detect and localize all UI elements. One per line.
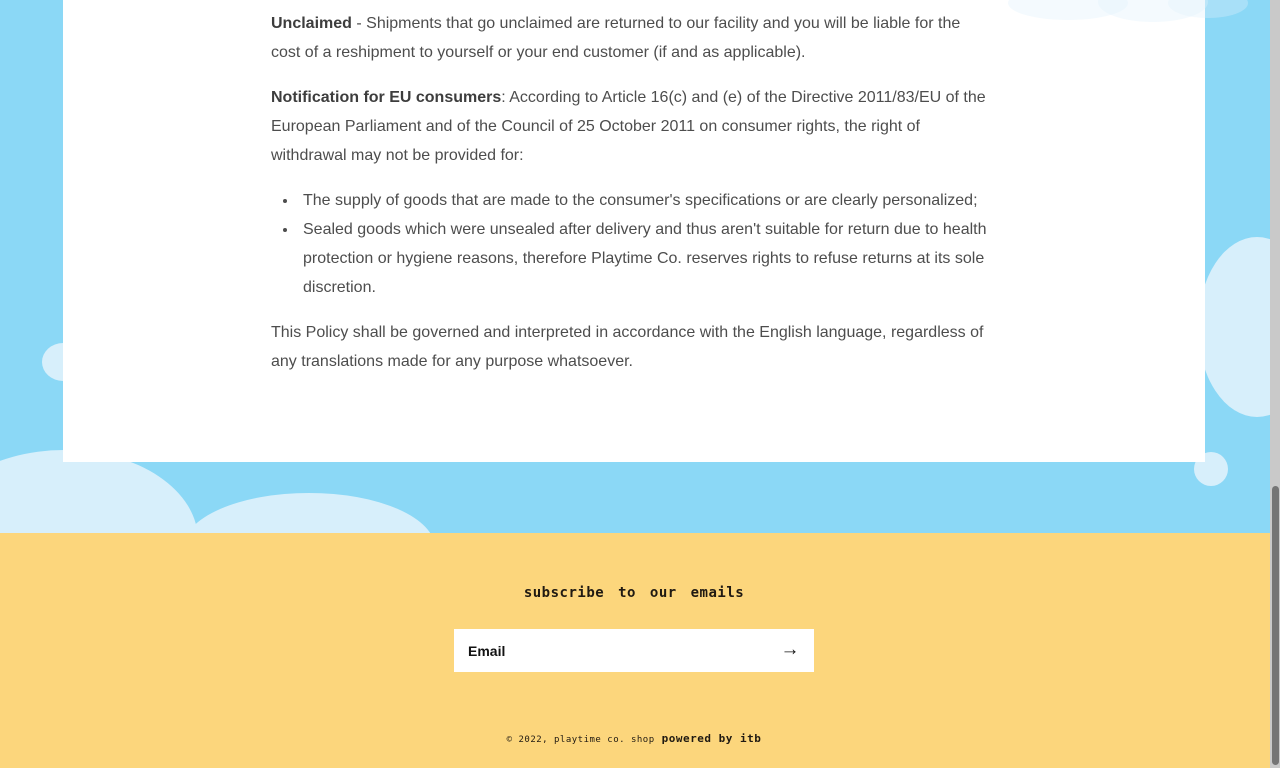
policy-closing-paragraph: This Policy shall be governed and interpreted in accordance with the English language, regardless of any translations made for any purpose whatsoever. <box>271 324 984 370</box>
policy-paragraph-body: : According to Article 16(c) and (e) of the Directive 2011/83/EU of the European Parliament and of the Council of 25 October 2011 on consumer rights, the right of withdrawal may not be provided for: <box>271 89 986 164</box>
newsletter-heading: subscribe to our emails <box>523 585 745 601</box>
vertical-scrollbar-thumb[interactable] <box>1272 486 1279 765</box>
email-input[interactable] <box>454 629 766 672</box>
policy-paragraph-unclaimed <box>271 9 989 67</box>
copyright-store-link[interactable]: © 2022, playtime co. shop <box>506 735 655 745</box>
newsletter-form <box>454 629 814 672</box>
content-panel <box>63 0 1205 462</box>
list-item: • The supply of goods that are made to the consumer's specifications or are clearly personalized; <box>298 186 989 215</box>
policy-text-block <box>271 0 989 376</box>
vertical-scrollbar[interactable] <box>1270 0 1280 768</box>
list-item: • Sealed goods which were unsealed after delivery and thus aren't suitable for return due to health protection or hygiene reasons, therefore Playtime Co. reserves rights to refuse returns at its sole discretion. <box>298 215 989 302</box>
policy-paragraph-lead: Unclaimed <box>271 15 352 32</box>
powered-by-link[interactable]: powered by itb <box>661 732 762 745</box>
newsletter-submit-button[interactable] <box>766 629 814 672</box>
copyright-row <box>507 732 762 745</box>
arrow-right-icon: → <box>780 638 800 660</box>
policy-paragraph-lead: Notification for EU consumers <box>271 89 502 106</box>
policy-paragraph-body: - Shipments that go unclaimed are returned to our facility and you will be liable for the cost of a reshipment to yourself or your end customer (if and as applicable). <box>271 15 961 61</box>
page-footer <box>0 533 1280 768</box>
policy-paragraph-eu-notification <box>271 83 989 170</box>
policy-bullet-list <box>271 186 989 302</box>
